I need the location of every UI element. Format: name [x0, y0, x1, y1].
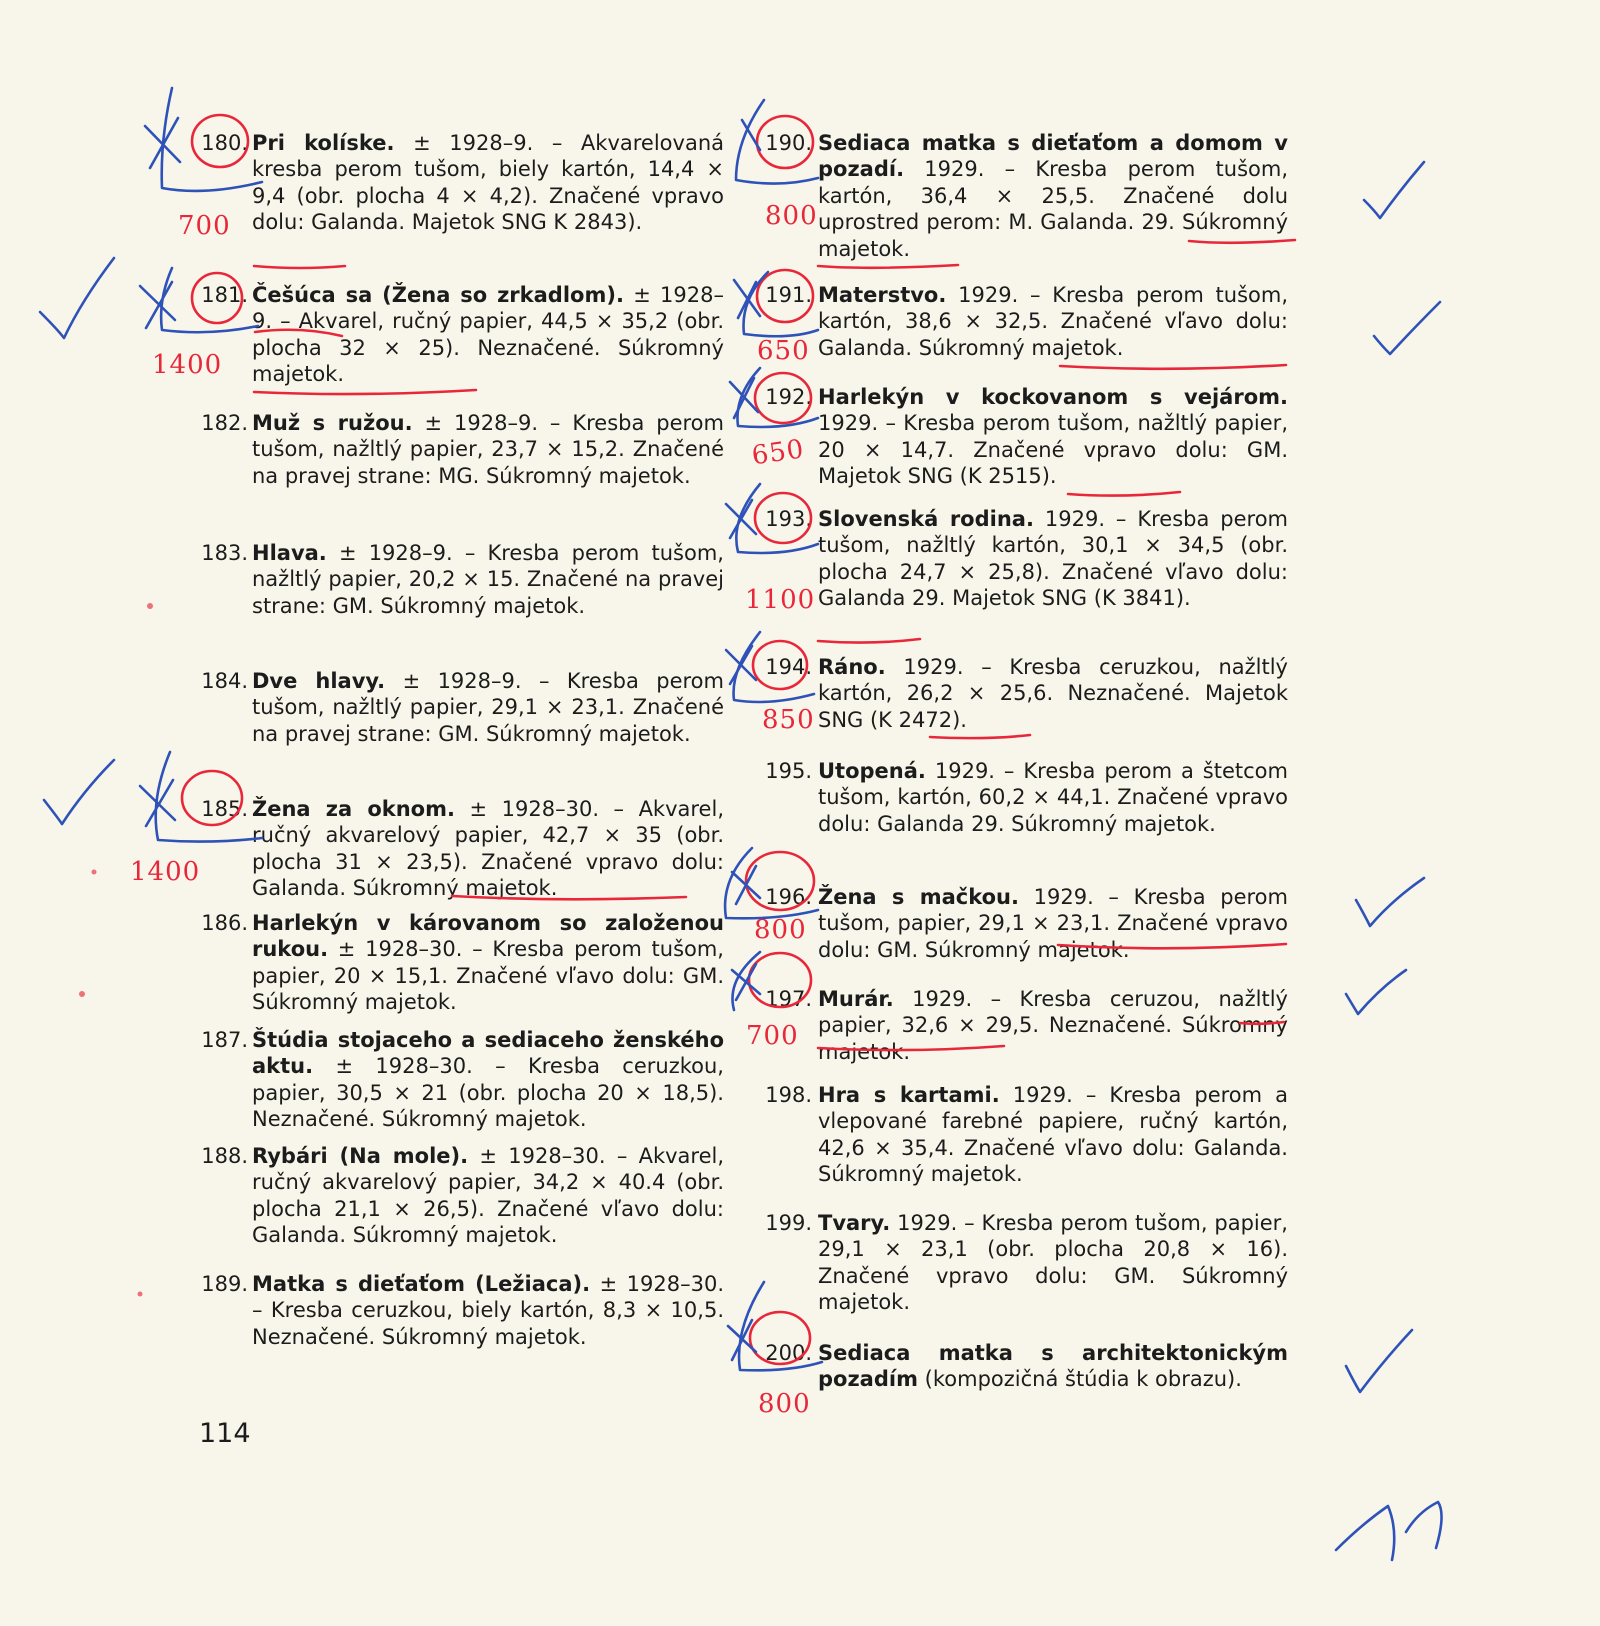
entry-number: 194.	[765, 655, 812, 679]
catalogue-entry	[765, 1082, 1288, 1188]
blue-x-mark	[726, 500, 756, 538]
catalogue-entry	[201, 910, 724, 1016]
entry-title: Matka s dieťaťom (Ležiaca).	[252, 1272, 591, 1296]
blue-count-mark	[1336, 1502, 1442, 1560]
entry-number: 198.	[765, 1083, 812, 1107]
catalogue-entry	[201, 410, 724, 489]
entry-number: 189.	[201, 1272, 248, 1296]
handwritten-price: 700	[746, 1021, 799, 1051]
entry-title: Češúca sa (Žena so zrkadlom).	[252, 283, 624, 307]
entry-number: 192.	[765, 385, 812, 409]
entry-body: 1929. – Kresba ceruzkou, nažltlý kartón, 26,2 × 25,6. Neznačené. Majetok SNG (K 2472).	[818, 655, 1288, 732]
catalogue-entry	[201, 130, 724, 236]
entry-body: 1929. – Kresba perom tušom, nažltlý kartón, 30,1 × 34,5 (obr. plocha 24,7 × 25,8). Značené vľavo dolu: Galanda 29. Majetok SNG (K 3841).	[818, 507, 1289, 611]
blue-tick-mark	[1374, 302, 1440, 354]
entry-number: 200.	[765, 1341, 812, 1365]
red-underline-mark	[930, 735, 1030, 738]
entry-number: 196.	[765, 885, 812, 909]
entry-title: Muž s ružou.	[252, 411, 413, 435]
entry-title: Sediaca matka s architektonickým pozadím	[818, 1341, 1288, 1392]
red-underline-mark	[818, 265, 958, 268]
entry-body: ± 1928–30. – Kresba perom tušom, papier, 20 × 15,1. Značené vľavo dolu: GM. Súkromný majetok.	[252, 937, 724, 1015]
catalogue-entry	[765, 1340, 1288, 1393]
entry-title: Murár.	[818, 987, 894, 1011]
entry-number: 193.	[765, 507, 812, 531]
catalogue-entry	[201, 1271, 724, 1350]
blue-tick-mark	[1346, 970, 1406, 1014]
entry-body: ± 1928–9. – Kresba perom tušom, nažltlý papier, 23,7 × 15,2. Značené na pravej strane: MG. Súkromný majetok.	[252, 411, 724, 488]
blue-x-mark	[730, 378, 758, 418]
catalogue-entry	[765, 1210, 1288, 1316]
entry-title: Slovenská rodina.	[818, 507, 1034, 531]
entry-title: Ráno.	[818, 655, 886, 679]
entry-number: 199.	[765, 1211, 812, 1235]
red-underline-mark	[254, 390, 476, 394]
entry-body: 1929. – Kresba perom tušom, papier, 29,1 × 23,1. Značené vpravo dolu: GM. Súkromný majetok.	[818, 885, 1288, 962]
red-ink-speck	[92, 870, 97, 875]
entry-number: 187.	[201, 1028, 248, 1052]
entry-number: 190.	[765, 131, 812, 155]
entry-body: 1929. – Kresba perom tušom, papier, 29,1 × 23,1 (obr. plocha 20,8 × 16). Značené vpravo dolu: GM. Súkromný majetok.	[818, 1211, 1288, 1315]
blue-x-mark	[145, 118, 180, 168]
blue-tick-mark	[44, 760, 114, 824]
red-ink-speck	[147, 603, 153, 609]
entry-number: 182.	[201, 411, 248, 435]
entry-title: Rybári (Na mole).	[252, 1144, 469, 1168]
red-underline-mark	[1060, 365, 1286, 369]
entry-body: 1929. – Kresba perom tušom, kartón, 36,4 × 25,5. Značené dolu uprostred perom: M. Galanda. 29. Súkromný majetok.	[818, 157, 1288, 261]
blue-x-mark	[728, 1320, 756, 1360]
entry-body: 1929. – Kresba perom tušom, nažltlý papier, 20 × 14,7. Značené vpravo dolu: GM. Majetok SNG (K 2515).	[818, 411, 1288, 489]
entry-body: ± 1928–30. – Kresba ceruzkou, papier, 30,5 × 21 (obr. plocha 20 × 18,5). Neznačené. Súkromný majetok.	[252, 1054, 724, 1132]
entry-title: Hra s kartami.	[818, 1083, 1000, 1107]
red-underline-mark	[818, 639, 920, 643]
entry-body: 1929. – Kresba perom tušom, kartón, 38,6 × 32,5. Značené vľavo dolu: Galanda. Súkromný majetok.	[818, 283, 1289, 360]
entry-title: Utopená.	[818, 759, 926, 783]
entry-body: ± 1928–30. – Akvarel, ručný akvarelový papier, 34,2 × 40.4 (obr. plocha 21,1 × 26,5). Značené vľavo dolu: Galanda. Súkromný majetok.	[252, 1144, 725, 1248]
entry-title: Hlava.	[252, 541, 327, 565]
catalogue-entry	[201, 1143, 725, 1249]
blue-x-mark	[140, 282, 175, 328]
catalogue-entry	[201, 282, 724, 388]
blue-x-mark	[734, 280, 760, 318]
blue-tick-mark	[1364, 162, 1424, 218]
entry-title: Žena za oknom.	[252, 797, 455, 821]
blue-bracket-mark	[732, 952, 760, 1010]
entry-number: 195.	[765, 759, 812, 783]
page-number: 114	[199, 1418, 251, 1449]
entry-title: Štúdia stojaceho a sediaceho ženského aktu.	[252, 1028, 724, 1079]
handwritten-price: 1100	[745, 585, 816, 615]
entry-title: Tvary.	[818, 1211, 891, 1235]
catalogue-entry	[765, 758, 1288, 837]
catalogue-entry	[201, 1027, 724, 1133]
entry-number: 180.	[201, 131, 248, 155]
entry-body: ± 1928–30. – Kresba ceruzkou, biely kartón, 8,3 × 10,5. Neznačené. Súkromný majetok.	[252, 1272, 724, 1349]
entry-number: 197.	[765, 987, 812, 1011]
red-ink-speck	[79, 991, 85, 997]
entry-title: Pri kolíske.	[252, 131, 395, 155]
entry-title: Materstvo.	[818, 283, 947, 307]
entry-body: ± 1928–9. – Kresba perom tušom, nažltlý papier, 20,2 × 15. Značené na pravej strane: GM. Súkromný majetok.	[252, 541, 724, 618]
entry-body: ± 1928–30. – Akvarel, ručný akvarelový papier, 42,7 × 35 (obr. plocha 31 × 23,5). Značené vpravo dolu: Galanda. Súkromný majetok.	[252, 797, 724, 901]
handwritten-price: 800	[765, 201, 818, 231]
blue-x-mark	[726, 646, 756, 684]
red-underline-mark	[254, 266, 345, 268]
entry-title: Dve hlavy.	[252, 669, 386, 693]
entry-body: 1929. – Kresba ceruzou, nažltlý papier, 32,6 × 29,5. Neznačené. Súkromný majetok.	[818, 987, 1288, 1064]
entry-title: Sediaca matka s dieťaťom a domom v pozadí.	[818, 131, 1288, 182]
entry-body: ± 1928–9. – Kresba perom tušom, nažltlý papier, 29,1 × 23,1. Značené na pravej strane: GM. Súkromný majetok.	[252, 669, 724, 746]
blue-tick-mark	[1346, 1330, 1412, 1392]
handwritten-price: 800	[754, 915, 807, 945]
entry-number: 184.	[201, 669, 248, 693]
handwritten-price: 800	[758, 1389, 811, 1419]
entry-title: Harlekýn v károvanom so založenou rukou.	[252, 911, 724, 962]
blue-x-mark	[742, 120, 760, 150]
blue-tick-mark	[40, 258, 114, 338]
entry-body: (kompozičná štúdia k obrazu).	[924, 1367, 1242, 1392]
entry-title: Žena s mačkou.	[818, 885, 1019, 909]
entry-body: 1929. – Kresba perom a vlepované farebné papiere, ručný kartón, 42,6 × 35,4. Značené vľavo dolu: Galanda. Súkromný majetok.	[818, 1083, 1288, 1187]
handwritten-price: 700	[178, 211, 231, 241]
handwritten-price: 1400	[130, 857, 201, 887]
handwritten-price: 1400	[152, 350, 223, 380]
catalogue-entry	[201, 540, 724, 619]
blue-x-mark	[732, 964, 760, 1000]
blue-x-mark	[732, 866, 760, 904]
entry-body: ± 1928–9. – Akvarel, ručný papier, 44,5 × 35,2 (obr. plocha 32 × 25). Neznačené. Súkromný majetok.	[252, 283, 724, 387]
entry-title: Harlekýn v kockovanom s vejárom.	[818, 385, 1288, 409]
entry-number: 188.	[201, 1144, 248, 1168]
blue-x-mark	[140, 780, 175, 826]
handwritten-price: 650	[749, 434, 807, 472]
handwritten-price: 650	[757, 336, 810, 366]
catalogue-entry	[201, 796, 724, 902]
catalogue-entry	[201, 668, 724, 747]
blue-tick-mark	[1356, 878, 1424, 926]
entry-number: 185.	[201, 797, 248, 821]
red-ink-speck	[138, 1292, 143, 1297]
entry-number: 186.	[201, 911, 248, 935]
entry-number: 181.	[201, 283, 248, 307]
entry-body: ± 1928–9. – Akvarelovaná kresba perom tušom, biely kartón, 14,4 × 9,4 (obr. plocha 4 × 4,2). Značené vpravo dolu: Galanda. Majetok SNG K 2843).	[252, 131, 724, 235]
red-underline-mark	[1068, 492, 1180, 496]
entry-number: 191.	[765, 283, 812, 307]
handwritten-price: 850	[762, 705, 815, 735]
entry-number: 183.	[201, 541, 248, 565]
entry-body: 1929. – Kresba perom a štetcom tušom, kartón, 60,2 × 44,1. Značené vpravo dolu: Galanda 29. Súkromný majetok.	[818, 759, 1288, 836]
